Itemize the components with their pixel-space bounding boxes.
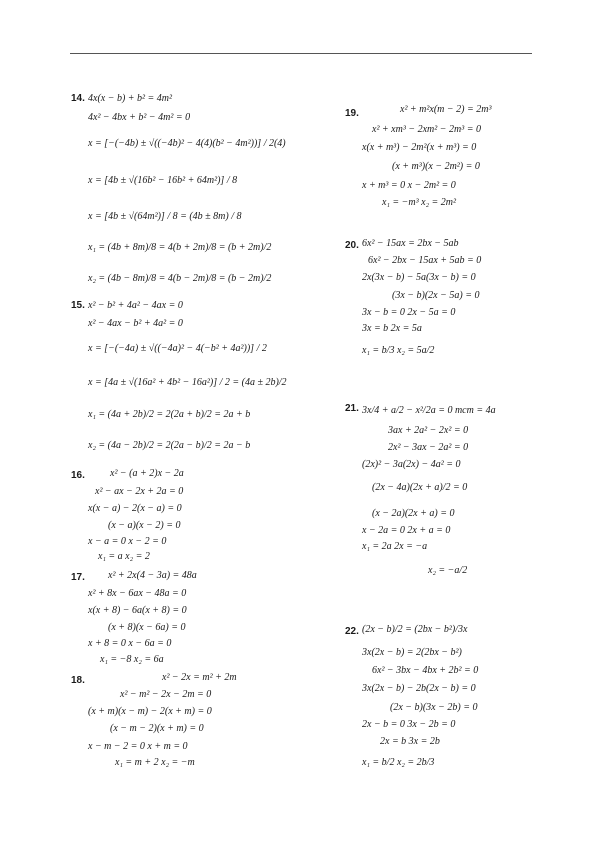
problem-20-line-2: 6x² − 2bx − 15ax + 5ab = 0 <box>368 255 482 266</box>
problem-14-line-3: x = [−(−4b) ± √((−4b)² − 4(4)(b² − 4m²))] / 2(4) <box>88 138 286 149</box>
problem-22-line-7: 2x = b 3x = 2b <box>380 736 440 747</box>
problem-15-line-6: x₂ = (4a − 2b)/2 = 2(2a − b)/2 = 2a − b <box>88 440 251 451</box>
problem-15-line-3: x = [−(−4a) ± √((−4a)² − 4(−b² + 4a²))] / 2 <box>88 343 267 354</box>
problem-17-line-2: x² + 8x − 6ax − 48a = 0 <box>88 588 187 599</box>
problem-17-line-6: x₁ = −8 x₂ = 6a <box>100 654 164 665</box>
problem-18-line-1: x² − 2x = m² + 2m <box>162 672 237 683</box>
problem-15-line-2: x² − 4ax − b² + 4a² = 0 <box>88 318 183 329</box>
problem-19-line-4: (x + m³)(x − 2m²) = 0 <box>392 161 480 172</box>
problem-20-line-1: 6x² − 15ax = 2bx − 5ab <box>362 238 459 249</box>
problem-20-line-6: 3x = b 2x = 5a <box>362 323 422 334</box>
problem-19-line-6: x₁ = −m³ x₂ = 2m² <box>382 197 457 208</box>
problem-14-line-5: x = [4b ± √(64m²)] / 8 = (4b ± 8m) / 8 <box>88 211 242 222</box>
problem-17-line-4: (x + 8)(x − 6a) = 0 <box>108 622 186 633</box>
problem-21-line-3: 2x² − 3ax − 2a² = 0 <box>388 442 469 453</box>
problem-19-line-3: x(x + m³) − 2m²(x + m³) = 0 <box>362 142 477 153</box>
problem-17-number: 17. <box>71 572 85 583</box>
problem-22-line-3: 6x² − 3bx − 4bx + 2b² = 0 <box>372 665 479 676</box>
problem-22-line-2: 3x(2x − b) = 2(2bx − b²) <box>362 647 462 658</box>
problem-22-number: 22. <box>345 626 359 637</box>
problem-14-number: 14. <box>71 93 85 104</box>
problem-21-line-6: (x − 2a)(2x + a) = 0 <box>372 508 455 519</box>
problem-21-line-4: (2x)² − 3a(2x) − 4a² = 0 <box>362 459 461 470</box>
header-rule <box>70 53 532 54</box>
problem-18-line-3: (x + m)(x − m) − 2(x + m) = 0 <box>88 706 212 717</box>
problem-18-line-4: (x − m − 2)(x + m) = 0 <box>110 723 204 734</box>
problem-20-line-5: 3x − b = 0 2x − 5a = 0 <box>362 307 456 318</box>
problem-14-line-1: 4x(x − b) + b² = 4m² <box>88 93 172 104</box>
problem-21-line-8: x₁ = 2a 2x = −a <box>362 541 428 552</box>
problem-22-line-6: 2x − b = 0 3x − 2b = 0 <box>362 719 456 730</box>
problem-17-line-3: x(x + 8) − 6a(x + 8) = 0 <box>88 605 187 616</box>
problem-22-line-5: (2x − b)(3x − 2b) = 0 <box>390 702 478 713</box>
problem-16-line-5: x − a = 0 x − 2 = 0 <box>88 536 167 547</box>
problem-19-line-2: x² + xm³ − 2xm² − 2m³ = 0 <box>372 124 481 135</box>
problem-18-line-2: x² − m² − 2x − 2m = 0 <box>120 689 212 700</box>
problem-22-line-8: x₁ = b/2 x₂ = 2b/3 <box>362 757 435 768</box>
problem-17-line-5: x + 8 = 0 x − 6a = 0 <box>88 638 172 649</box>
problem-16-line-1: x² − (a + 2)x − 2a <box>110 468 184 479</box>
problem-21-line-2: 3ax + 2a² − 2x² = 0 <box>388 425 469 436</box>
problem-21-number: 21. <box>345 403 359 414</box>
problem-15-line-5: x₁ = (4a + 2b)/2 = 2(2a + b)/2 = 2a + b <box>88 409 251 420</box>
problem-21-line-5: (2x − 4a)(2x + a)/2 = 0 <box>372 482 468 493</box>
problem-19-line-5: x + m³ = 0 x − 2m² = 0 <box>362 180 456 191</box>
problem-15-line-1: x² − b² + 4a² − 4ax = 0 <box>88 300 183 311</box>
problem-14-line-7: x₂ = (4b − 8m)/8 = 4(b − 2m)/8 = (b − 2m)/2 <box>88 273 272 284</box>
problem-16-line-4: (x − a)(x − 2) = 0 <box>108 520 181 531</box>
problem-21-line-9: x₂ = −a/2 <box>428 565 468 576</box>
problem-19-line-1: x² + m²x(m − 2) = 2m³ <box>400 104 492 115</box>
problem-16-line-3: x(x − a) − 2(x − a) = 0 <box>88 503 182 514</box>
problem-17-line-1: x² + 2x(4 − 3a) = 48a <box>108 570 197 581</box>
problem-18-line-6: x₁ = m + 2 x₂ = −m <box>115 757 195 768</box>
problem-20-number: 20. <box>345 240 359 251</box>
problem-16-line-2: x² − ax − 2x + 2a = 0 <box>95 486 184 497</box>
problem-20-line-7: x₁ = b/3 x₂ = 5a/2 <box>362 345 435 356</box>
problem-22-line-1: (2x − b)/2 = (2bx − b²)/3x <box>362 624 468 635</box>
problem-16-number: 16. <box>71 470 85 481</box>
problem-21-line-1: 3x/4 + a/2 − x²/2a = 0 mcm = 4a <box>362 405 496 416</box>
problem-20-line-4: (3x − b)(2x − 5a) = 0 <box>392 290 480 301</box>
problem-15-number: 15. <box>71 300 85 311</box>
problem-15-line-4: x = [4a ± √(16a² + 4b² − 16a²)] / 2 = (4a ± 2b)/2 <box>88 377 287 388</box>
problem-20-line-3: 2x(3x − b) − 5a(3x − b) = 0 <box>362 272 476 283</box>
problem-18-number: 18. <box>71 675 85 686</box>
problem-18-line-5: x − m − 2 = 0 x + m = 0 <box>88 741 188 752</box>
problem-21-line-7: x − 2a = 0 2x + a = 0 <box>362 525 451 536</box>
problem-19-number: 19. <box>345 108 359 119</box>
problem-22-line-4: 3x(2x − b) − 2b(2x − b) = 0 <box>362 683 476 694</box>
problem-14-line-4: x = [4b ± √(16b² − 16b² + 64m²)] / 8 <box>88 175 238 186</box>
problem-16-line-6: x₁ = a x₂ = 2 <box>98 551 150 562</box>
problem-14-line-2: 4x² − 4bx + b² − 4m² = 0 <box>88 112 191 123</box>
problem-14-line-6: x₁ = (4b + 8m)/8 = 4(b + 2m)/8 = (b + 2m)/2 <box>88 242 272 253</box>
